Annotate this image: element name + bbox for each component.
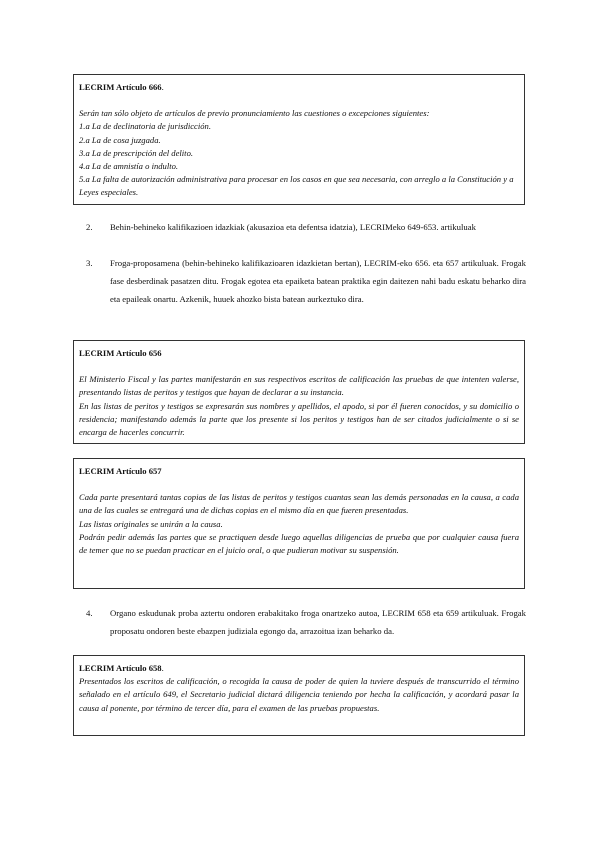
numbered-item-4 bbox=[86, 604, 526, 640]
item-number: 4. bbox=[86, 608, 93, 618]
quote-box-art-666: LECRIM Artículo 666. Serán tan sólo objeto de artículos de previo pronunciamiento las cuestiones o excepciones siguientes: 1.a La de declinatoria de jurisdicción. 2.a La de cosa juzgada. 3.a La de prescripción del delito. 4.a La de amnistía o indulto. 5.a La falta de autorización administrativa para procesar en los casos en que sea necesaria, con arreglo a la Constitución y a Leyes especiales. bbox=[73, 74, 525, 205]
list-item: 5.a La falta de autorización administrativa para procesar en los casos en que sea necesaria, con arreglo a la Constitución y a Leyes especiales. bbox=[79, 174, 514, 198]
item-text: Organo eskudunak proba aztertu ondoren erabakitako froga onartzeko autoa, LECRIM 658 eta 659 artikuluak. Frogak proposatu ondoren beste ebazpen judiziala egongo da, arrazoitua izan beharko da. bbox=[110, 608, 526, 636]
item-text: Behin-behineko kalifikazioen idazkiak (akusazioa eta defentsa idatzia), LECRIMeko 649-653. artikuluak bbox=[110, 222, 476, 232]
list-item: 2.a La de cosa juzgada. bbox=[79, 134, 161, 145]
list-item: 4.a La de amnistía o indulto. bbox=[79, 161, 179, 172]
box-heading: LECRIM Artículo 657 bbox=[79, 466, 162, 476]
quote-box-art-657 bbox=[73, 458, 525, 589]
item-number: 3. bbox=[86, 258, 93, 268]
box-paragraph: En las listas de peritos y testigos se expresarán sus nombres y apellidos, el apodo, si por él fueren conocidos, y su domicilio o residencia; manifestando además la parte que los presente si los peritos y testigos han de ser citados judicialmente o si se encarga de hacerles concurrir. bbox=[79, 400, 519, 438]
list-item: 3.a La de prescripción del delito. bbox=[79, 147, 194, 158]
box-heading: LECRIM Artículo 656 bbox=[79, 348, 162, 358]
quote-box-art-656 bbox=[73, 340, 525, 444]
box-intro: Serán tan sólo objeto de artículos de previo pronunciamiento las cuestiones o excepciones siguientes: bbox=[79, 108, 430, 119]
list-item: 1.a La de declinatoria de jurisdicción. bbox=[79, 121, 211, 132]
numbered-item-2 bbox=[86, 218, 526, 236]
box-body bbox=[79, 373, 519, 439]
box-paragraph: Podrán pedir además las partes que se practiquen desde luego aquellas diligencias de prueba que por cualquier causa fuera de temer que no se puedan practicar en el juicio oral, o que pudieran motivar su suspensión. bbox=[79, 531, 519, 556]
item-text: Froga-proposamena (behin-behineko kalifikazioaren idazkietan bertan), LECRIM-eko 656. eta 657 artikuluak. Frogak fase desberdinak pasatzen ditu. Frogak egotea eta epaiketa batean praktika egin daitezen nahi badu eskatu beharko dira eta epaileak onartu. Azkenik, huuek ahozko bista batean aurkeztuko dira. bbox=[110, 258, 526, 304]
box-paragraph: Las listas originales se unirán a la causa. bbox=[79, 518, 223, 529]
box-paragraph: Presentados los escritos de calificación, o recogida la causa de poder de quien la tuviere después de transcurrido el término señalado en el artículo 649, el Secretario judicial dictará diligencia teniendo por hecha la calificación, y acordará pasar la causa al ponente, por término de tercer día, para el examen de las pruebas propuestas. bbox=[79, 676, 519, 713]
box-heading: LECRIM Artículo 658 bbox=[79, 663, 162, 673]
box-paragraph: El Ministerio Fiscal y las partes manifestarán en sus respectivos escritos de calificación las pruebas de que intenten valerse, presentando listas de peritos y testigos que hayan de declarar a su instancia. bbox=[79, 374, 519, 398]
box-heading: LECRIM Artículo 666 bbox=[79, 82, 162, 92]
numbered-item-3 bbox=[86, 254, 526, 308]
quote-box-art-658: LECRIM Artículo 658. Presentados los escritos de calificación, o recogida la causa de poder de quien la tuviere después de transcurrido el término señalado en el artículo 649, el Secretario judicial dictará diligencia teniendo por hecha la calificación, y acordará pasar la causa al ponente, por término de tercer día, para el examen de las pruebas propuestas. bbox=[73, 655, 525, 736]
box-body bbox=[79, 491, 519, 557]
box-body bbox=[79, 675, 519, 715]
box-paragraph: Cada parte presentará tantas copias de las listas de peritos y testigos cuantas sean las demás personadas en la causa, a cada una de las cuales se entregará una de dichas copias en el mismo día en que fueren presentadas. bbox=[79, 492, 519, 516]
box-body bbox=[79, 107, 519, 199]
item-number: 2. bbox=[86, 222, 93, 232]
